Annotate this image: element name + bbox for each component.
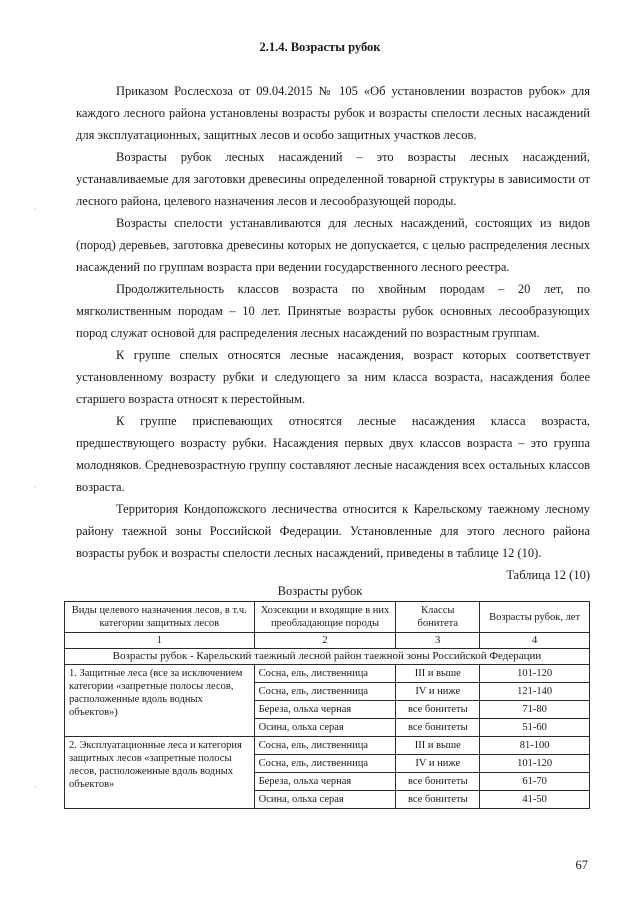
table-caption: Возрасты рубок [277,584,363,598]
species-cell: Береза, ольха черная [254,773,396,791]
bonitet-cell: все бонитеты [396,719,480,737]
page-number: 67 [575,858,588,872]
bonitet-cell: III и выше [396,665,480,683]
zone-title: Возрасты рубок - Карельский таежный лесной район таежной зоны Российской Федерации [65,649,590,665]
table-number: Таблица 12 (10) [506,568,590,582]
bonitet-cell: все бонитеты [396,791,480,809]
paragraph-text: Продолжительность классов возраста по хвойным породам – 20 лет, по мягколиственным породам – 10 лет. Принятые возрасты рубок основных лесообразующих пород служат основой для распределения лесных насаждений по возрастным группам. [76,282,590,340]
body-paragraph [76,212,590,278]
section-title: 2.1.4. Возрасты рубок [259,40,381,54]
column-header: Возрасты рубок, лет [480,602,590,633]
age-cell: 71-80 [480,701,590,719]
paragraph-text: Возрасты рубок лесных насаждений – это возрасты лесных насаждений, устанавливаемые для заготовки древесины определенной товарной структуры в зависимости от лесного района, целевого назначения лесов и лесообразующей породы. [76,150,590,208]
column-number: 1 [65,633,255,649]
scan-mark: ˏ [34,778,37,788]
scan-mark: ˏ [34,200,37,210]
body-paragraph [76,146,590,212]
column-number: 3 [396,633,480,649]
bonitet-cell: III и выше [396,737,480,755]
paragraph-text: К группе спелых относятся лесные насаждения, возраст которых соответствует установленному возрасту рубки и следующего за ним класса возраста, насаждения более старшего возраста относят к перестойным. [76,348,590,406]
species-cell: Осина, ольха серая [254,791,396,809]
paragraph-text: Территория Кондопожского лесничества относится к Карельскому таежному лесному району таежной зоны Российской Федерации. Установленные для этого лесного района возрасты рубок и возрасты спелости лесных насаждений, приведены в таблице 12 (10). [76,502,590,560]
species-cell: Сосна, ель, лиственница [254,665,396,683]
body-paragraph [76,410,590,498]
species-cell: Сосна, ель, лиственница [254,737,396,755]
body-paragraph [76,344,590,410]
paragraph-text: Возрасты спелости устанавливаются для лесных насаждений, состоящих из видов (пород) деревьев, заготовка древесины которых не допускается, с целью распределения лесных насаждений по группам возраста при ведении государственного лесного реестра. [76,216,590,274]
zone-title-row [65,649,590,665]
group-label: 1. Защитные леса (все за исключением категории «запретные полосы лесов, расположенные вдоль водных объектов») [65,665,255,737]
body-paragraph [76,278,590,344]
age-cell: 81-100 [480,737,590,755]
species-cell: Сосна, ель, лиственница [254,683,396,701]
table-row [65,737,590,755]
species-cell: Осина, ольха серая [254,719,396,737]
bonitet-cell: IV и ниже [396,683,480,701]
paragraph-text: Приказом Рослесхоза от 09.04.2015 № 105 «Об установлении возрастов рубок» для каждого лесного района установлены возрасты рубок и возрасты спелости лесных насаждений для эксплуатационных, защитных лесов и особо защитных участков лесов. [76,84,590,142]
bonitet-cell: все бонитеты [396,701,480,719]
species-cell: Сосна, ель, лиственница [254,755,396,773]
age-cell: 101-120 [480,755,590,773]
column-number: 4 [480,633,590,649]
age-cell: 51-60 [480,719,590,737]
age-cell: 61-70 [480,773,590,791]
species-cell: Береза, ольха черная [254,701,396,719]
age-cell: 121-140 [480,683,590,701]
column-number: 2 [254,633,396,649]
table-header-row [65,602,590,633]
body-paragraph [76,498,590,564]
cutting-age-table [64,601,590,809]
bonitet-cell: IV и ниже [396,755,480,773]
column-header: Классы бонитета [396,602,480,633]
column-header: Хозсекции и входящие в них преобладающие породы [254,602,396,633]
body-paragraph [76,80,590,146]
column-header: Виды целевого назначения лесов, в т.ч. категории защитных лесов [65,602,255,633]
paragraph-text: К группе приспевающих относятся лесные насаждения класса возраста, предшествующего возрасту рубки. Насаждения первых двух классов возраста – это группа молодняков. Средневозрастную группу составляют лесные насаждения всех остальных классов возраста. [76,414,590,494]
scan-mark: ˏ [34,478,37,488]
group-label: 2. Эксплуатационные леса и категория защитных лесов «запретные полосы лесов, расположенные вдоль водных объектов» [65,737,255,809]
column-number-row [65,633,590,649]
age-cell: 101-120 [480,665,590,683]
age-cell: 41-50 [480,791,590,809]
table-row [65,665,590,683]
bonitet-cell: все бонитеты [396,773,480,791]
